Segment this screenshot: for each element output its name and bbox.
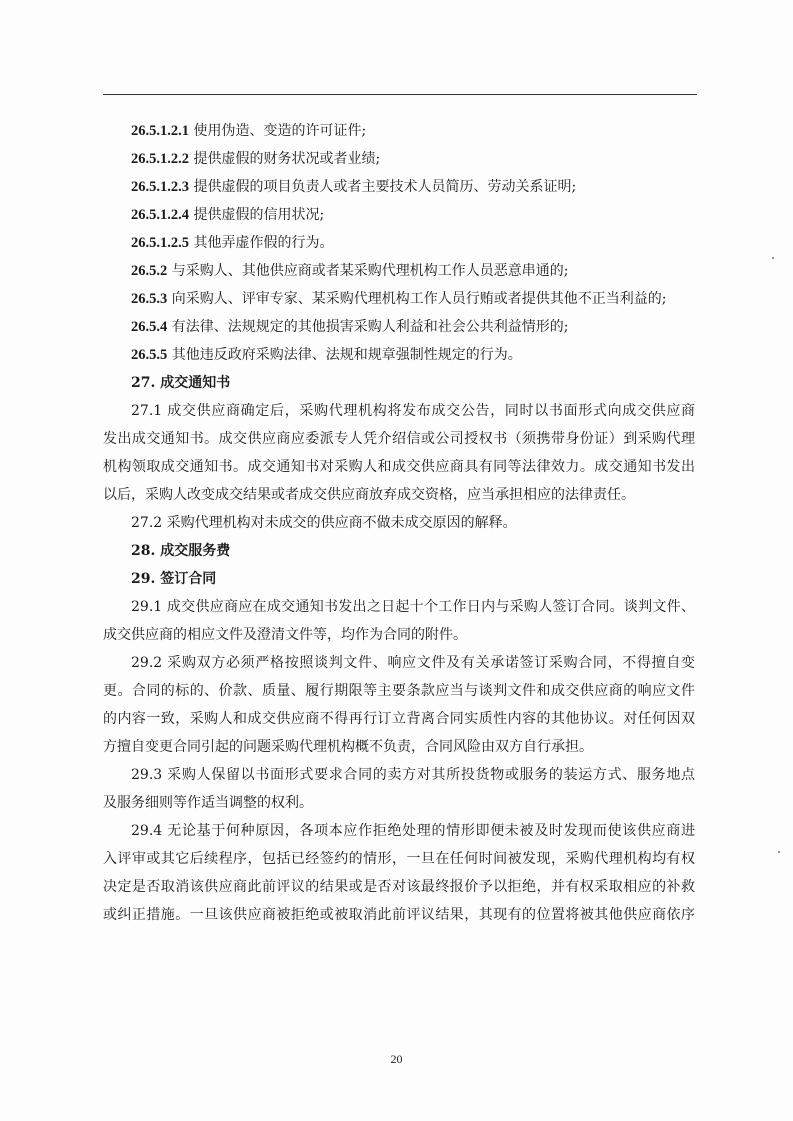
paragraph-line: 决定是否取消该供应商此前评议的结果或是否对该最终报价予以拒绝，并有权采取相应的补救 — [103, 879, 695, 895]
list-item: 26.5.1.2.3 提供虚假的项目负责人或者主要技术人员简历、劳动关系证明; — [131, 179, 577, 195]
paragraph-line: 27.1 成交供应商确定后，采购代理机构将发布成交公告，同时以书面形式向成交供应商 — [131, 403, 695, 419]
paragraph-line: 更。合同的标的、价款、质量、履行期限等主要条款应当与谈判文件和成交供应商的响应文件 — [103, 683, 695, 699]
list-item: 26.5.1.2.4 提供虚假的信用状况; — [131, 207, 325, 223]
paragraph-line: 成交供应商的相应文件及澄清文件等，均作为合同的附件。 — [103, 627, 467, 643]
paragraph-line: 29.3 采购人保留以书面形式要求合同的卖方对其所投货物或服务的装运方式、服务地点 — [131, 767, 695, 783]
scan-speck — [772, 257, 774, 259]
list-item: 26.5.1.2.5 其他弄虚作假的行为。 — [131, 235, 334, 251]
list-item: 26.5.3 向采购人、评审专家、某采购代理机构工作人员行贿或者提供其他不正当利益的; — [131, 291, 667, 307]
list-item: 26.5.5 其他违反政府采购法律、法规和规章强制性规定的行为。 — [131, 347, 522, 363]
paragraph-line: 发出成交通知书。成交供应商应委派专人凭介绍信或公司授权书（须携带身份证）到采购代理 — [103, 431, 695, 447]
page-content — [103, 117, 695, 929]
paragraph-line: 或纠正措施。一旦该供应商被拒绝或被取消此前评议结果，其现有的位置将被其他供应商依序 — [103, 907, 695, 923]
section-heading-27: 27. 成交通知书 — [131, 375, 231, 391]
paragraph-line: 29.4 无论基于何种原因，各项本应作拒绝处理的情形即便未被及时发现而使该供应商进 — [131, 823, 695, 839]
page-number: 20 — [390, 1052, 403, 1066]
paragraph-line: 的内容一致，采购人和成交供应商不得再行订立背离合同实质性内容的其他协议。对任何因双 — [103, 711, 695, 727]
paragraph-line: 及服务细则等作适当调整的权利。 — [103, 795, 313, 811]
section-heading-29: 29. 签订合同 — [131, 571, 217, 587]
paragraph-line: 29.1 成交供应商应在成交通知书发出之日起十个工作日内与采购人签订合同。谈判文件、 — [131, 599, 695, 615]
paragraph-line: 29.2 采购双方必须严格按照谈判文件、响应文件及有关承诺签订采购合同，不得擅自变 — [131, 655, 695, 671]
scan-speck — [778, 851, 780, 853]
header-rule — [103, 94, 697, 95]
paragraph-line: 方擅自变更合同引起的问题采购代理机构概不负责，合同风险由双方自行承担。 — [103, 739, 593, 755]
paragraph-line: 机构领取成交通知书。成交通知书对采购人和成交供应商具有同等法律效力。成交通知书发出 — [103, 459, 695, 475]
list-item: 26.5.2 与采购人、其他供应商或者某采购代理机构工作人员恶意串通的; — [131, 263, 569, 279]
list-item: 26.5.1.2.2 提供虚假的财务状况或者业绩; — [131, 151, 381, 167]
paragraph-line: 以后，采购人改变成交结果或者成交供应商放弃成交资格，应当承担相应的法律责任。 — [103, 487, 635, 503]
paragraph-line: 入评审或其它后续程序，包括已经签约的情形，一旦在任何时间被发现，采购代理机构均有权 — [103, 851, 695, 867]
list-item: 26.5.4 有法律、法规规定的其他损害采购人利益和社会公共利益情形的; — [131, 319, 569, 335]
section-heading-28: 28. 成交服务费 — [131, 543, 231, 559]
paragraph-line: 27.2 采购代理机构对未成交的供应商不做未成交原因的解释。 — [131, 515, 517, 531]
list-item: 26.5.1.2.1 使用伪造、变造的许可证件; — [131, 123, 367, 139]
